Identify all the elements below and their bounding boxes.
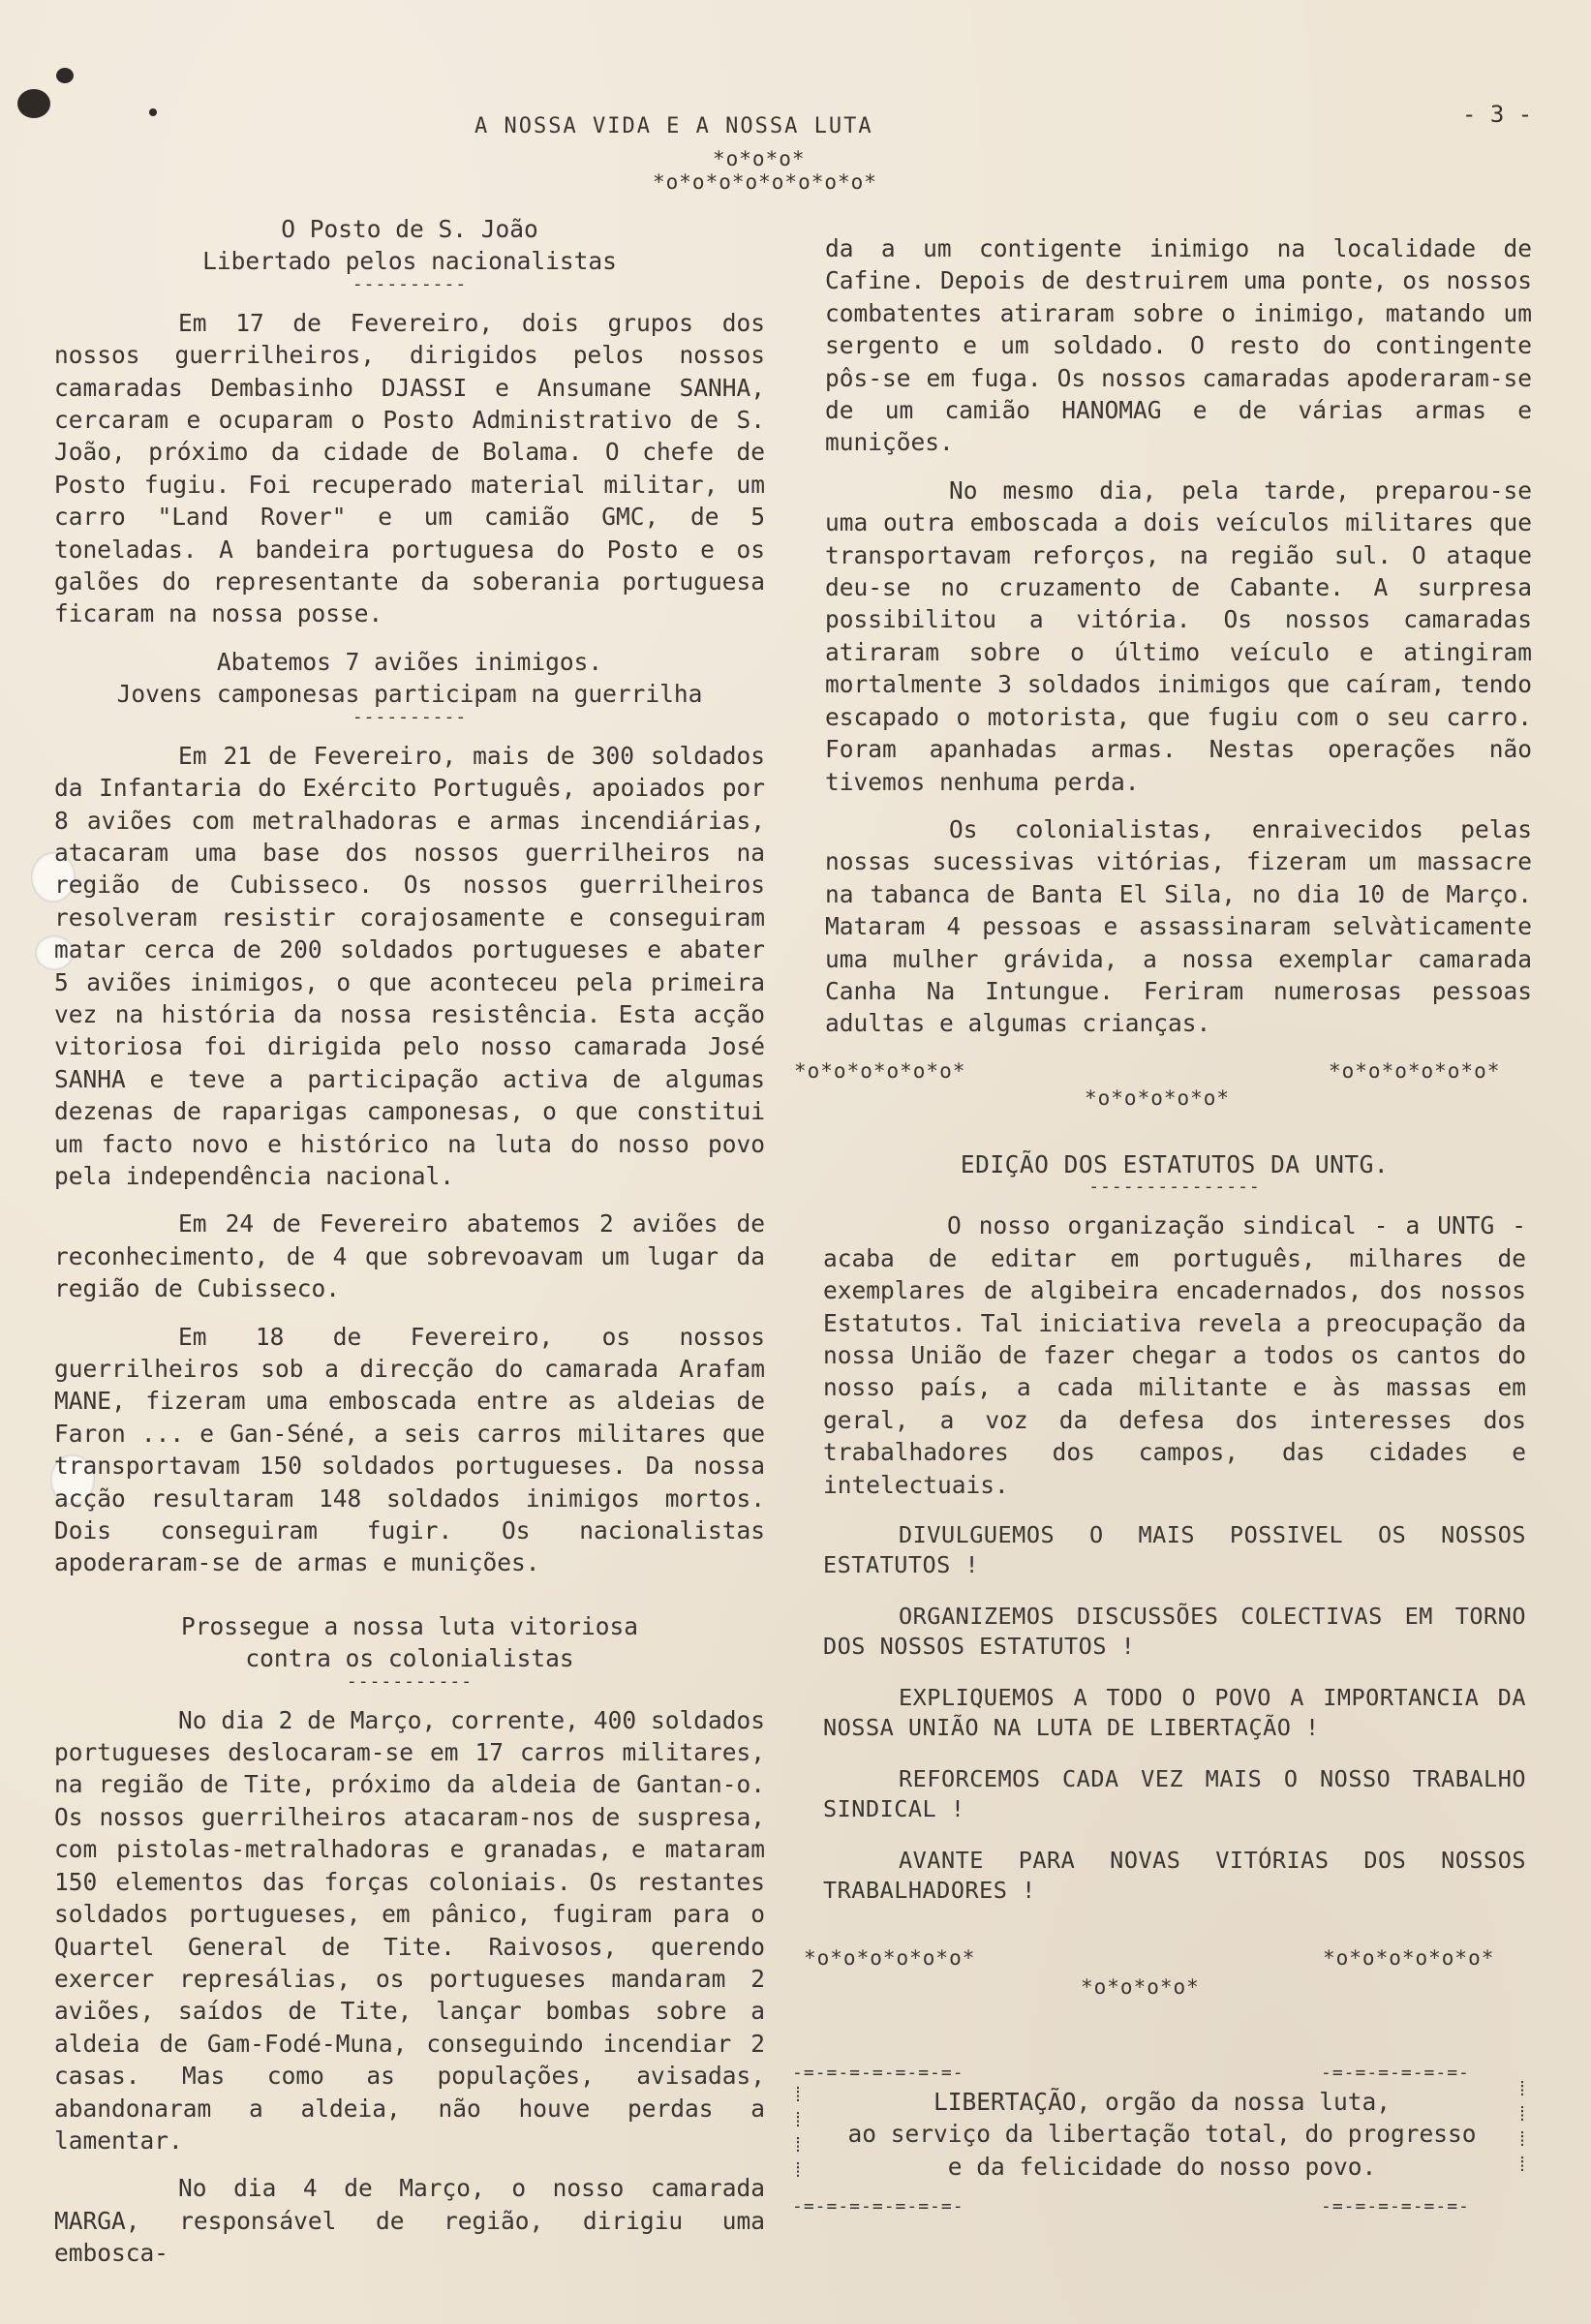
footer-line: LIBERTAÇÃO, orgão da nossa luta,	[933, 2088, 1391, 2116]
separator-ornament-left: *o*o*o*o*o*o*	[804, 1946, 976, 1970]
footer-box-side: ⁞ ⁞ ⁞ ⁞	[792, 2083, 805, 2182]
footer-line: e da felicidade do nosso povo.	[947, 2152, 1377, 2181]
separator-ornament-right: *o*o*o*o*o*o*	[1323, 1946, 1495, 1970]
continuation-paragraph: No mesmo dia, pela tarde, preparou-se uma outra emboscada a dois veículos militares que transportavam reforços, na região sul. O ataque deu-se no cruzamento de Cabante. A surpresa possibilitou a vitória. Os nossos camaradas atiraram sobre o último veículo e atingiram mortalmente 3 soldados inimigos que caíram, tendo escapado o motorista, que fugiu com o seu carro. Foram apanhadas armas. Nestas operações não tivemos nenhuma perda.	[825, 475, 1532, 796]
separator-ornament-right: *o*o*o*o*o*o*	[1329, 1059, 1501, 1083]
untg-article	[823, 1148, 1526, 1906]
left-column	[54, 213, 765, 2270]
footer-box-border: -=-=-=-=-=-=-=-	[792, 2063, 964, 2083]
article2-paragraph: Em 24 de Fevereiro abatemos 2 aviões de reconhecimento, de 4 que sobrevoavam um lugar da região de Cubisseco.	[54, 1209, 765, 1303]
article3-underline: -----------	[346, 1670, 474, 1692]
page-number: - 3 -	[1462, 101, 1533, 128]
ink-stain	[56, 68, 74, 83]
article1-underline: ----------	[352, 273, 468, 294]
footer-box-border: -=-=-=-=-=-=-=-	[792, 2196, 964, 2217]
article2-underline: ----------	[352, 706, 468, 727]
article2-paragraph: Em 18 de Fevereiro, os nossos guerrilheiros sob a direcção do camarada Arafam MANE, fizeram uma emboscada entre as aldeias de Faron ... e Gan-Séné, a seis carros militares que transportavam 150 soldados portugueses. Da nossa acção resultaram 148 soldados inimigos mortos. Dois conseguiram fugir. Os nacionalistas apoderaram-se de armas e munições.	[54, 1322, 765, 1577]
slogan: DIVULGUEMOS O MAIS POSSIVEL OS NOSSOS ESTATUTOS !	[823, 1521, 1526, 1579]
untg-paragraph: O nosso organização sindical - a UNTG - acaba de editar em português, milhares de exemplares de algibeira encadernados, dos nossos Estatutos. Tal iniciativa revela a preocupação da nossa União de fazer chegar a todos os cantos do nosso país, a cada militante e às massas em geral, a voz da defesa dos interesses dos trabalhadores dos campos, das cidades e intelectuais.	[823, 1211, 1526, 1499]
separator-ornament-center: *o*o*o*o*o*	[1085, 1086, 1231, 1110]
footer-box-text	[804, 2086, 1520, 2183]
slogan: ORGANIZEMOS DISCUSSÕES COLECTIVAS EM TORNO DOS NOSSOS ESTATUTOS !	[823, 1603, 1526, 1661]
article1-headline: O Posto de S. João	[281, 215, 538, 243]
article1-subheadline: Libertado pelos nacionalistas	[202, 247, 617, 276]
right-column	[825, 232, 1532, 1040]
article3-paragraph: No dia 4 de Março, o nosso camarada MARGA, responsável de região, dirigiu uma embosca-	[54, 2174, 765, 2268]
ink-stain	[149, 108, 157, 116]
continuation-paragraph: da a um contigente inimigo na localidade de Cafine. Depois de destruirem uma ponte, os nossos combatentes atiraram sobre o inimigo, matando um sergento e um soldado. O resto do contingente pôs-se em fuga. Os nossos camaradas apoderaram-se de um camião HANOMAG e de várias armas e munições.	[825, 234, 1532, 457]
article2-paragraph: Em 21 de Fevereiro, mais de 300 soldados da Infantaria do Exército Português, apoiados por 8 aviões com metralhadoras e armas incendiárias, atacaram uma base dos nossos guerrilheiros na região de Cubisseco. Os nossos guerrilheiros resolveram resistir corajosamente e conseguiram matar cerca de 200 soldados portugueses e abater 5 aviões inimigos, o que aconteceu pela primeira vez na história da nossa resistência. Esta acção vitoriosa foi dirigida pelo nosso camarada José SANHA e teve a participação activa de algumas dezenas de raparigas camponesas, o que constitui um facto novo e histórico na luta do nosso povo pela independência nacional.	[54, 741, 765, 1190]
untg-underline: ---------------	[1088, 1177, 1261, 1198]
masthead-ornament-bottom: *o*o*o*o*o*o*o*o*	[653, 170, 877, 194]
footer-line: ao serviço da libertação total, do progresso	[847, 2120, 1477, 2149]
slogan: EXPLIQUEMOS A TODO O POVO A IMPORTANCIA DA NOSSA UNIÃO NA LUTA DE LIBERTAÇÃO !	[823, 1684, 1526, 1742]
article2-subheadline: Jovens camponesas participam na guerrilha	[116, 680, 703, 709]
masthead-title: A NOSSA VIDA E A NOSSA LUTA	[474, 114, 873, 138]
footer-box-border: -=-=-=-=-=-=-	[1321, 2063, 1470, 2083]
untg-headline: EDIÇÃO DOS ESTATUTOS DA UNTG.	[960, 1150, 1390, 1178]
article3-subheadline: contra os colonialistas	[245, 1644, 574, 1673]
footer-box-side: ⁞ ⁞ ⁞ ⁞	[1516, 2077, 1529, 2176]
separator-ornament-center: *o*o*o*o*	[1081, 1975, 1200, 1999]
masthead-ornament-top: *o*o*o*	[713, 147, 806, 170]
footer-box-border: -=-=-=-=-=-=-	[1321, 2196, 1470, 2217]
article1-paragraph: Em 17 de Fevereiro, dois grupos dos nossos guerrilheiros, dirigidos pelos nossos camaradas Dembasinho DJASSI e Ansumane SANHA, cercaram e ocuparam o Posto Administrativo de S. João, próximo da cidade de Bolama. O chefe de Posto fugiu. Foi recuperado material militar, um carro "Land Rover" e um camião GMC, de 5 toneladas. A bandeira portuguesa do Posto e os galões do representante da soberania portuguesa ficaram na nossa posse.	[54, 308, 765, 628]
slogan: AVANTE PARA NOVAS VITÓRIAS DOS NOSSOS TRABALHADORES !	[823, 1847, 1526, 1905]
slogan: REFORCEMOS CADA VEZ MAIS O NOSSO TRABALHO SINDICAL !	[823, 1765, 1526, 1823]
separator-ornament-left: *o*o*o*o*o*o*	[794, 1059, 966, 1083]
continuation-paragraph: Os colonialistas, enraivecidos pelas nossas sucessivas vitórias, fizeram um massacre na tabanca de Banta El Sila, no dia 10 de Março. Mataram 4 pessoas e assassinaram selvàticamente uma mulher grávida, a nossa exemplar camarada Canha Na Intungue. Feriram numerosas pessoas adultas e algumas crianças.	[825, 814, 1532, 1038]
ink-stain	[17, 89, 50, 118]
article3-headline: Prossegue a nossa luta vitoriosa	[180, 1611, 638, 1640]
article2-headline: Abatemos 7 aviões inimigos.	[216, 647, 603, 676]
article3-paragraph: No dia 2 de Março, corrente, 400 soldados portugueses deslocaram-se em 17 carros militares, na região de Tite, próximo da aldeia de Gantan-o. Os nossos guerrilheiros atacaram-nos de suspresa, com pistolas-metralhadoras e granadas, e mataram 150 elementos das forças coloniais. Os restantes soldados portugueses, em pânico, fugiram para o Quartel General de Tite. Raivosos, querendo exercer represálias, os portugueses mandaram 2 aviões, saídos de Tite, lançar bombas sobre a aldeia de Gam-Fodé-Muna, conseguindo incendiar 2 casas. Mas como as populações, avisadas, abandonaram a aldeia, não houve perdas a lamentar.	[54, 1705, 765, 2155]
